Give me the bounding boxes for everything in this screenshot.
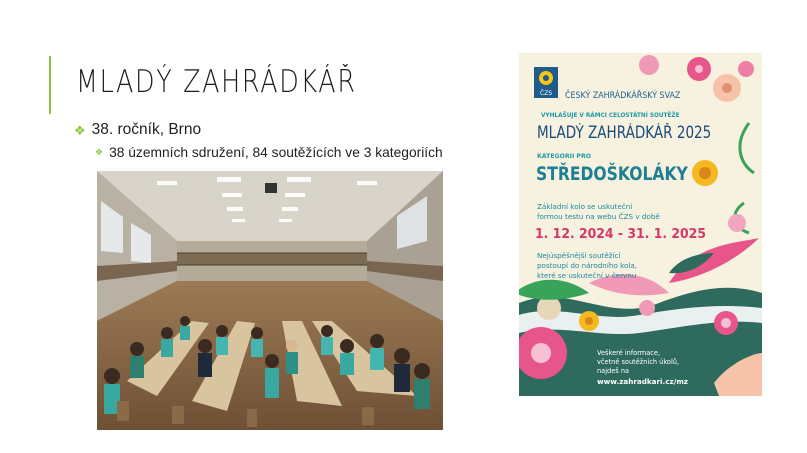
poster-category-label: KATEGORII PRO bbox=[537, 153, 591, 160]
poster-info-line: najdeš na bbox=[597, 367, 630, 375]
poster-intro-line: formou testu na webu ČZS v době bbox=[537, 212, 660, 221]
competition-poster bbox=[519, 53, 762, 396]
poster-progress-line: postoupí do národního kola, bbox=[537, 261, 638, 270]
poster-info-line: Veškeré informace, bbox=[597, 349, 661, 357]
czs-logo-icon bbox=[534, 67, 558, 98]
bullet-text: 38. ročník, Brno bbox=[91, 121, 202, 138]
poster-announcement: VYHLAŠUJE V RÁMCI CELOSTÁTNÍ SOUTĚŽE bbox=[541, 111, 680, 119]
diamond-bullet-icon: ❖ bbox=[95, 147, 104, 157]
poster-info bbox=[597, 349, 679, 376]
bullet-level-2 bbox=[95, 145, 443, 160]
poster-url: www.zahradkari.cz/mz bbox=[597, 377, 688, 386]
poster-intro bbox=[537, 202, 660, 222]
poster-dates: 1. 12. 2024 - 31. 1. 2025 bbox=[535, 226, 706, 242]
poster-organization: ČESKÝ ZAHRÁDKÁŘSKÝ SVAZ bbox=[565, 91, 681, 101]
poster-progress-note bbox=[537, 251, 637, 281]
title-accent-bar bbox=[49, 56, 51, 114]
poster-intro-line: Základní kolo se uskuteční bbox=[537, 202, 633, 211]
poster-competition-title: MLADÝ ZAHRÁDKÁŘ 2025 bbox=[537, 123, 712, 142]
svg-text:ČZS: ČZS bbox=[539, 90, 553, 97]
bullet-text: 38 územních sdružení, 84 soutěžících ve 3 kategoriích bbox=[109, 145, 443, 160]
slide-title: MLADÝ ZAHRÁDKÁŘ bbox=[76, 64, 357, 100]
competition-hall-photo bbox=[97, 171, 443, 430]
poster-info-line: včetně soutěžních úkolů, bbox=[597, 358, 680, 366]
poster-progress-line: Nejúspěšnější soutěžící bbox=[537, 251, 621, 260]
bullet-level-1 bbox=[74, 121, 201, 139]
diamond-bullet-icon: ❖ bbox=[74, 122, 86, 138]
poster-category: STŘEDOŠKOLÁKY bbox=[536, 163, 688, 185]
poster-progress-line: které se uskuteční v červnu bbox=[537, 271, 637, 280]
